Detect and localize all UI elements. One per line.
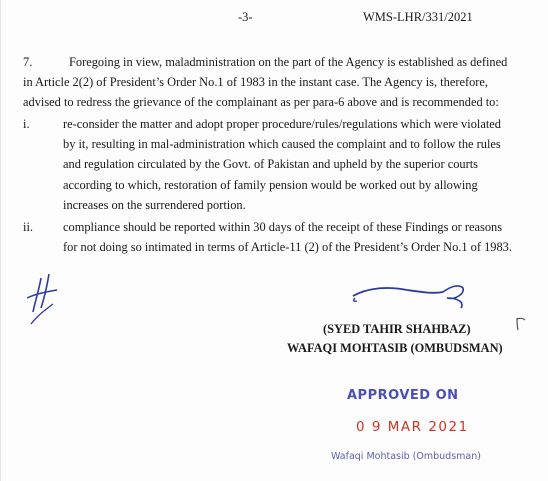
item-line: for not doing so intimated in terms of Article-11 (2) of the President’s Order No.1 of 1983. [63,240,512,255]
recommendations-list [23,114,523,259]
item-line: and regulation circulated by the Govt. of Pakistan and upheld by the superior courts [63,157,478,172]
stamp-office: Wafaqi Mohtasib (Ombudsman) [331,451,481,462]
initial-mark [19,268,69,328]
paragraph-line: Foregoing in view, maladministration on the part of the Agency is established as defined [69,55,508,69]
paragraph-number: 7. [23,55,33,69]
margin-mark [513,316,527,332]
page-number: -3- [238,10,253,24]
signatory-name: (SYED TAHIR SHAHBAZ) [323,322,471,336]
signature [347,274,477,314]
recommendation-item [23,114,523,215]
item-marker: i. [23,117,30,131]
approval-date: 0 9 MAR 2021 [356,419,469,435]
item-line: by it, resulting in mal-administration which caused the complaint and to follow the rules [63,137,501,152]
recommendation-item [23,217,523,257]
signatory-title: WAFAQI MOHTASIB (OMBUDSMAN) [287,341,503,355]
paragraph-line: in Article 2(2) of President’s Order No.1 of 1983 in the instant case. The Agency is, therefore, [23,75,488,90]
paragraph-7 [23,52,523,113]
item-line: compliance should be reported within 30 days of the receipt of these Findings or reasons [63,220,503,235]
reference-number: WMS-LHR/331/2021 [363,10,473,24]
item-line: increases on the surrendered portion. [63,197,246,212]
item-line: according to which, restoration of family pension would be worked out by allowing [63,177,478,192]
item-line: re-consider the matter and adopt proper procedure/rules/regulations which were violated [63,117,501,131]
approved-on-label: APPROVED ON [347,388,459,403]
paragraph-line: advised to redress the grievance of the complainant as per para-6 above and is recommended to: [23,95,499,110]
item-marker: ii. [23,220,33,235]
